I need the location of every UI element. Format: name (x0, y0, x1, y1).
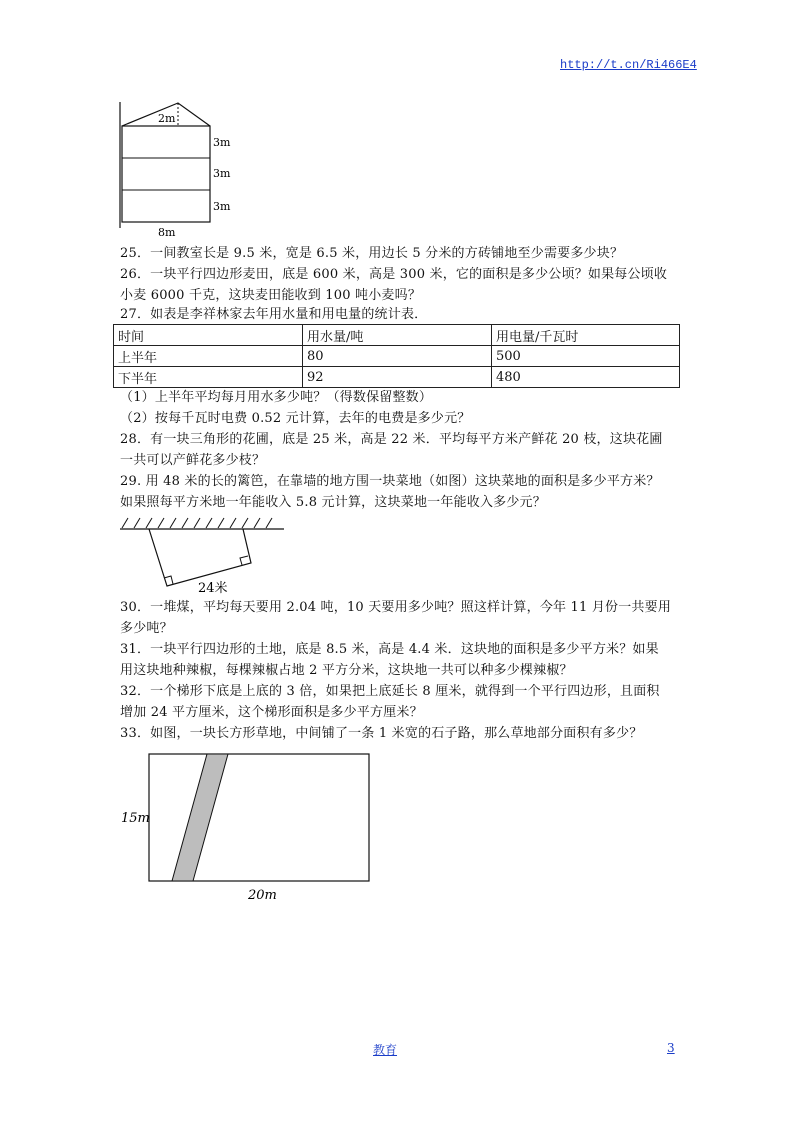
stone-path (172, 754, 228, 881)
wall-hatching (122, 518, 272, 528)
question-26-line-2: 小麦 6000 千克，这块麦田能收到 100 吨小麦吗？ (120, 288, 422, 303)
question-30-line-2: 多少吨？ (120, 621, 173, 636)
table-cell: 92 (303, 367, 492, 388)
question-25: 25．一间教室长是 9.5 米，宽是 6.5 米，用边长 5 分米的方砖铺地至少需要多少块？ (120, 246, 624, 261)
question-31-line-2: 用这块地种辣椒，每棵辣椒占地 2 平方分米，这块地一共可以种多少棵辣椒？ (120, 663, 573, 678)
page-number: 3 (667, 1041, 675, 1055)
lawn-figure (115, 750, 375, 910)
question-32-line-1: 32．一个梯形下底是上底的 3 倍，如果把上底延长 8 厘米，就得到一个平行四边形，且面积 (120, 684, 660, 699)
label-h3: 3m (213, 200, 231, 213)
label-h1: 3m (213, 136, 231, 149)
label-top: 2m (158, 112, 176, 125)
question-33: 33．如图，一块长方形草地，中间铺了一条 1 米宽的石子路，那么草地部分面积有多少？ (120, 726, 643, 741)
table-cell: 80 (303, 346, 492, 367)
table-cell: 480 (492, 367, 680, 388)
label-width: 8m (158, 226, 176, 238)
header-url-link[interactable]: http://t.cn/Ri466E4 (560, 58, 697, 72)
table-row (114, 367, 680, 388)
table-row (114, 346, 680, 367)
footer-link[interactable]: 教育 (373, 1043, 398, 1057)
wall-plot-label: 24米 (198, 581, 228, 596)
table-header-cell: 用电量/千瓦时 (492, 325, 680, 346)
lawn-width-label: 20m (248, 888, 277, 903)
question-27: 27．如表是李祥林家去年用水量和用电量的统计表． (120, 307, 428, 322)
label-h2: 3m (213, 167, 231, 180)
table-cell: 上半年 (114, 346, 303, 367)
wall-plot-figure (118, 514, 288, 596)
question-29-line-2: 如果照每平方米地一年能收入 5.8 元计算，这块菜地一年能收入多少元？ (120, 495, 546, 510)
question-31-line-1: 31．一块平行四边形的土地，底是 8.5 米，高是 4.4 米．这块地的面积是多少平方米？如果 (120, 642, 659, 657)
table-cell: 下半年 (114, 367, 303, 388)
table-header-cell: 用水量/吨 (303, 325, 492, 346)
stats-table (113, 324, 680, 388)
question-30-line-1: 30．一堆煤，平均每天要用 2.04 吨，10 天要用多少吨？照这样计算，今年 11 月份一共要用 (120, 600, 672, 615)
question-28-line-2: 一共可以产鲜花多少枝？ (120, 453, 266, 468)
question-27-part-2: （2）按每千瓦时电费 0.52 元计算，去年的电费是多少元？ (120, 411, 471, 426)
table-header-row (114, 325, 680, 346)
question-32-line-2: 增加 24 平方厘米，这个梯形面积是多少平方厘米？ (120, 705, 423, 720)
table-header-cell: 时间 (114, 325, 303, 346)
table-cell: 500 (492, 346, 680, 367)
question-29-line-1: 29. 用 48 米的长的篱笆，在靠墙的地方围一块菜地（如图）这块菜地的面积是多少平方米？ (120, 474, 660, 489)
lawn-height-label: 15m (121, 811, 150, 826)
house-body (122, 126, 210, 222)
house-figure (110, 98, 250, 238)
question-26-line-1: 26．一块平行四边形麦田，底是 600 米，高是 300 米，它的面积是多少公顷？如果每公顷收 (120, 267, 668, 282)
question-27-part-1: （1）上半年平均每月用水多少吨？（得数保留整数） (120, 390, 433, 405)
question-28-line-1: 28．有一块三角形的花圃，底是 25 米，高是 22 米．平均每平方米产鲜花 20 枝，这块花圃 (120, 432, 663, 447)
